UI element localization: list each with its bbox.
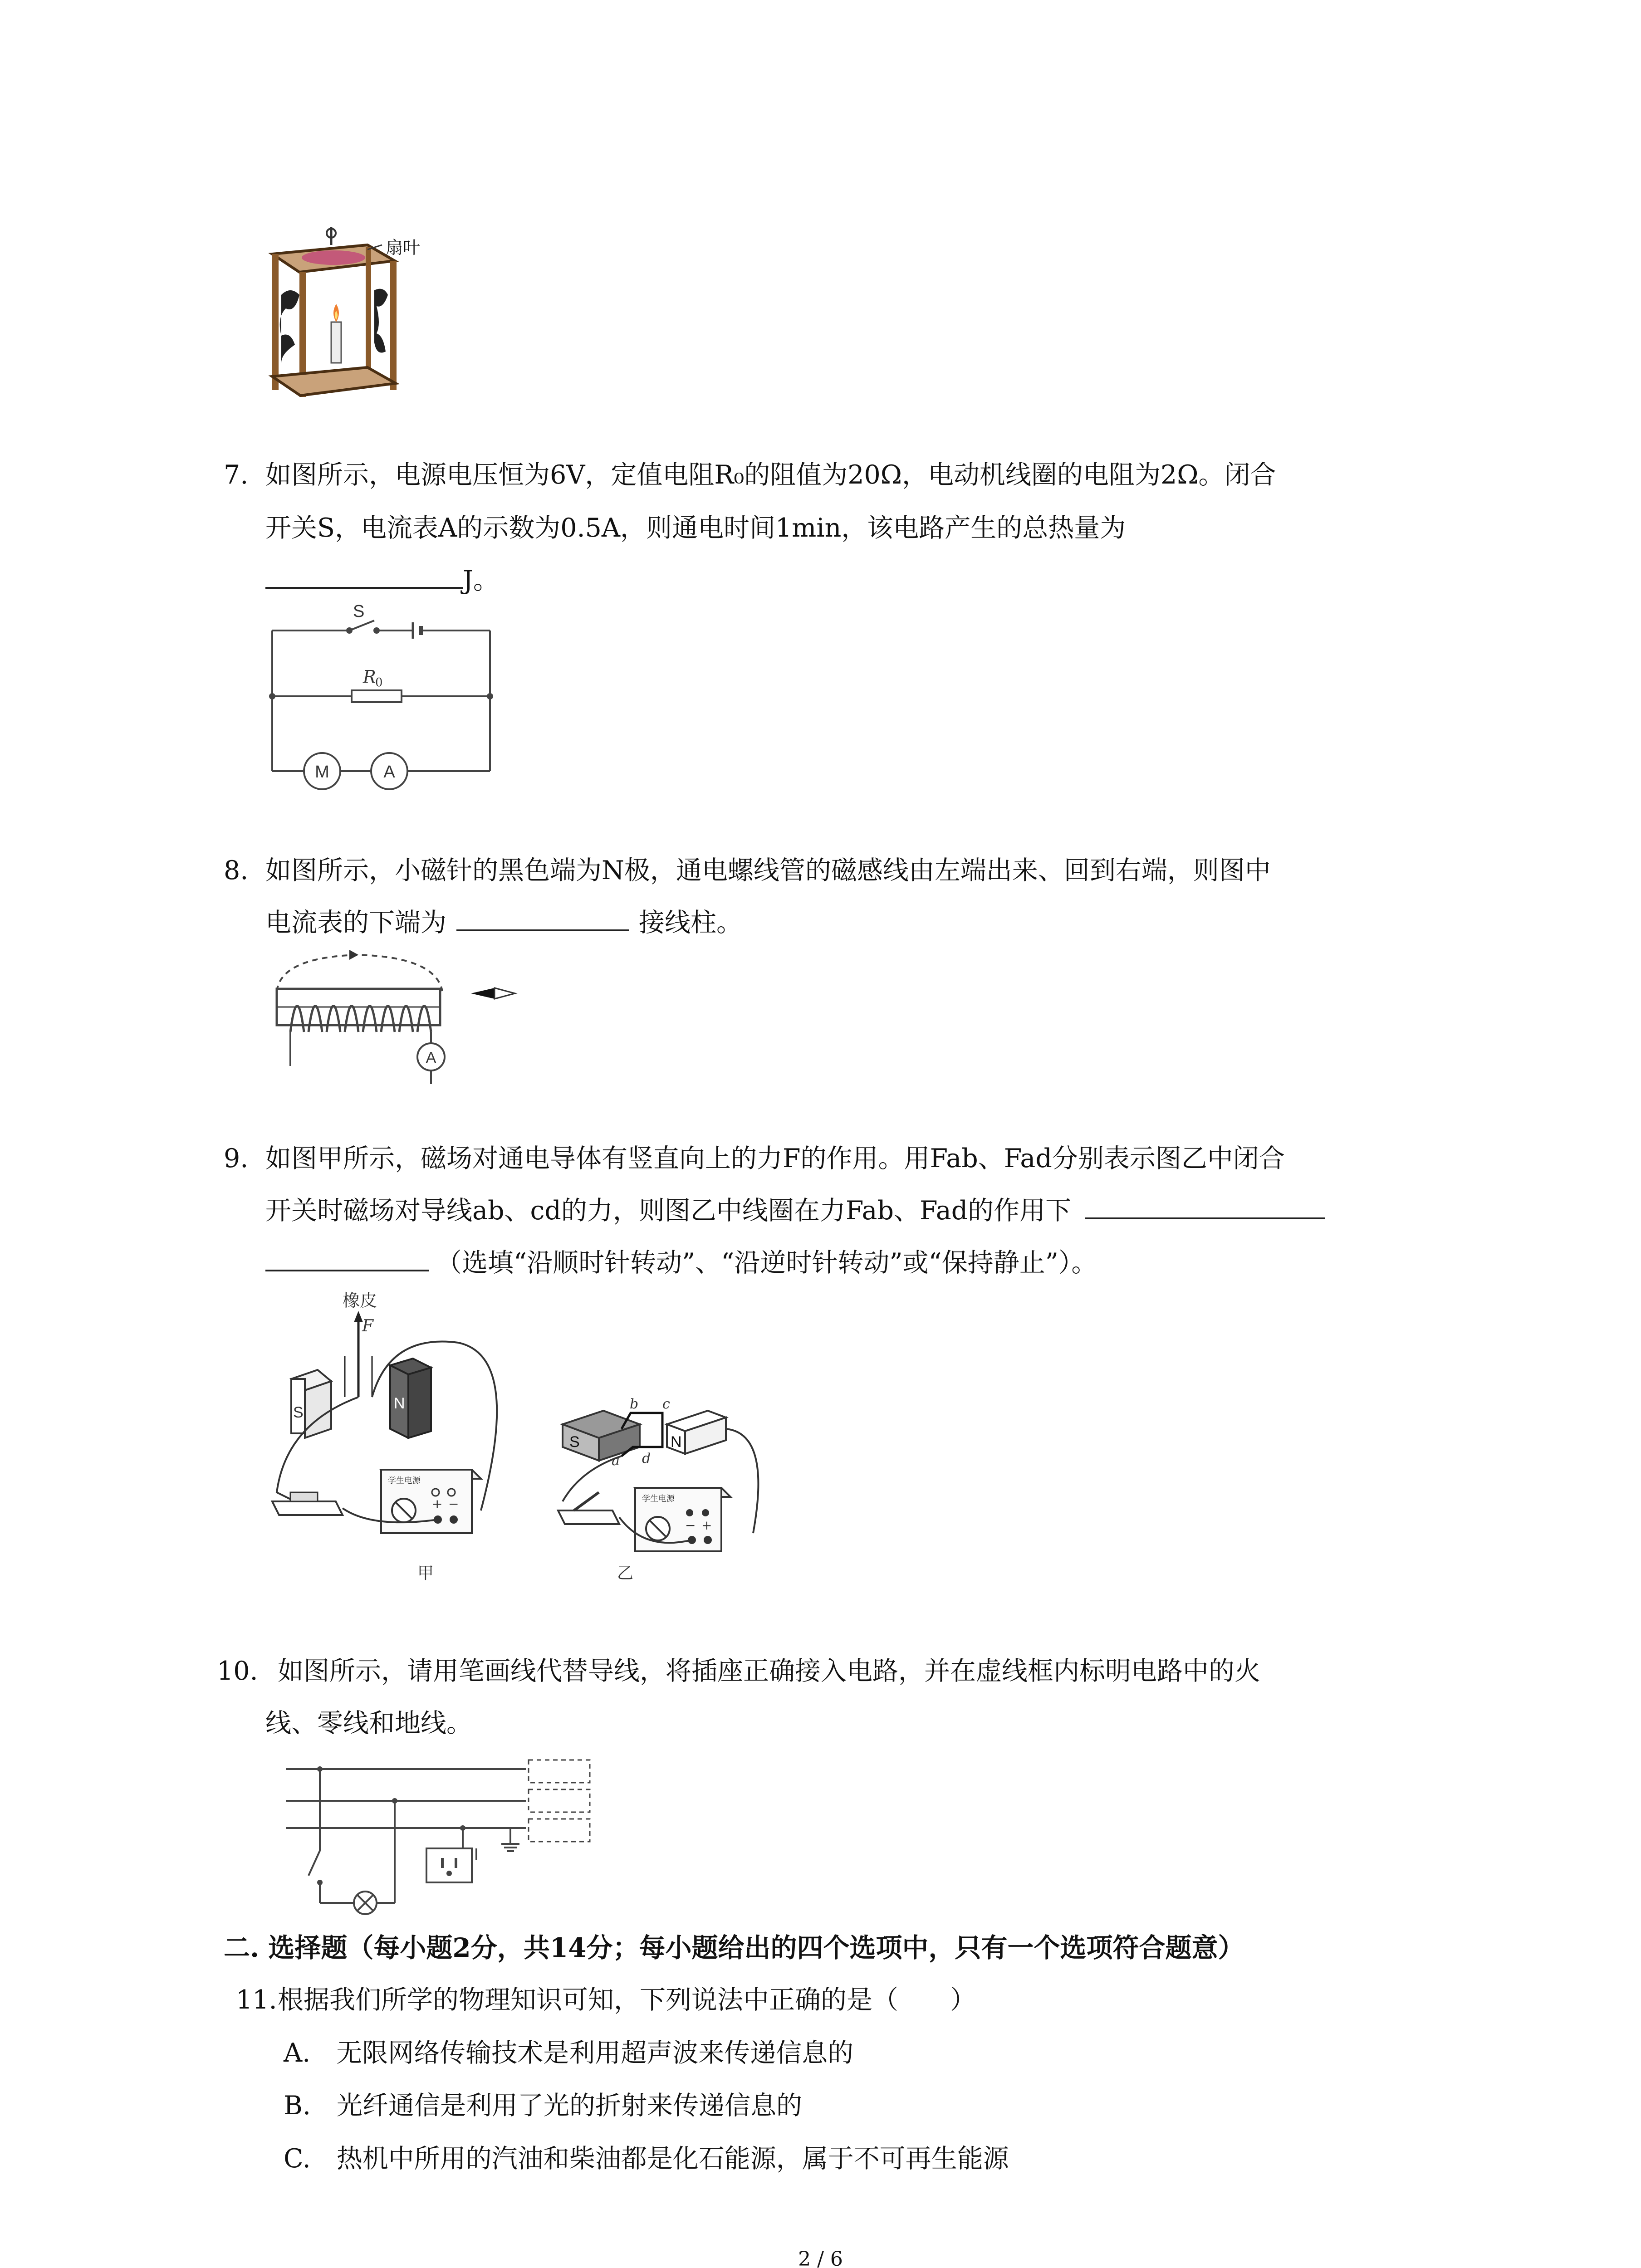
q9-left-s-label: S <box>293 1404 304 1421</box>
q9-psu-plus-left: + <box>432 1496 443 1511</box>
q11-option-c[interactable]: C. 热机中所用的汽油和柴油都是化石能源，属于不可再生能源 <box>284 2144 1009 2174</box>
q10-circuit-figure <box>281 1751 599 1923</box>
q9-line2-text: 开关时磁场对导线ab、cd的力，则图乙中线圈在力Fab、Fad的作用下 <box>265 1196 1072 1226</box>
q9-line3-text: （选填“沿顺时针转动”、“沿逆时针转动”或“保持静止”）。 <box>436 1248 1097 1278</box>
q9-right-s-label: S <box>569 1433 580 1451</box>
q7-line1: 如图所示，电源电压恒为6V，定值电阻R₀的阻值为20Ω，电动机线圈的电阻为2Ω。闭合 <box>265 460 1276 490</box>
q9-line3 <box>265 1236 1097 1290</box>
q7-circuit-figure <box>268 599 504 780</box>
q8-line2 <box>265 896 742 949</box>
q9-a-label: a <box>612 1453 620 1469</box>
q7-line2: 开关S，电流表A的示数为0.5A，则通电时间1min，该电路产生的总热量为 <box>265 513 1126 543</box>
q7-answer-blank[interactable] <box>265 582 463 589</box>
page-number: 2 / 6 <box>798 2248 843 2268</box>
q9-psu-plus-right: + <box>701 1518 712 1533</box>
q9-line1: 如图甲所示，磁场对通电导体有竖直向上的力F的作用。用Fab、Fad分别表示图乙中闭合 <box>265 1144 1285 1173</box>
q11-stem: 根据我们所学的物理知识可知，下列说法中正确的是（ ） <box>278 1985 976 2015</box>
q11-option-b[interactable]: B. 光纤通信是利用了光的折射来传递信息的 <box>284 2091 803 2121</box>
q8-number: 8. <box>224 855 249 885</box>
q9-psu-minus-right: − <box>685 1518 696 1533</box>
q9-answer-blank-b[interactable] <box>265 1265 429 1271</box>
q9-figure-yi <box>554 1397 789 1592</box>
q8-line1: 如图所示，小磁针的黑色端为N极，通电螺线管的磁感线由左端出来、回到右端，则图中 <box>265 855 1271 885</box>
q9-d-label: d <box>642 1451 651 1466</box>
q11-option-a[interactable]: A. 无限网络传输技术是利用超声波来传递信息的 <box>284 2038 854 2068</box>
q9-left-n-label: N <box>394 1395 405 1412</box>
q7-switch-label: S <box>353 602 365 621</box>
q10-line1: 如图所示，请用笔画线代替导线，将插座正确接入电路，并在虚线框内标明电路中的火 <box>278 1656 1260 1686</box>
q9-psu-minus-left: − <box>448 1496 459 1511</box>
q7-r0-label: R <box>363 667 376 687</box>
q8-compass-needle <box>471 988 515 999</box>
q9-line2 <box>265 1184 1325 1237</box>
q10-box-middle[interactable] <box>529 1789 590 1812</box>
q8-line2-prefix: 电流表的下端为 <box>265 908 446 938</box>
q10-box-bottom[interactable] <box>529 1819 590 1842</box>
q7-unit: J。 <box>463 565 499 595</box>
q10-number: 10. <box>217 1656 258 1686</box>
q10-box-top[interactable] <box>529 1760 590 1783</box>
q7-r0-subscript: 0 <box>375 676 383 689</box>
q9-number: 9. <box>224 1144 249 1173</box>
q9-psu-label-left: 学生电源 <box>388 1476 421 1486</box>
q9-figure-jia <box>268 1290 522 1592</box>
q9-answer-blank-a[interactable] <box>1085 1213 1325 1219</box>
q9-psu-label-right: 学生电源 <box>642 1494 675 1504</box>
q9-rubber-label: 橡皮 <box>343 1290 377 1310</box>
q9-caption-jia: 甲 <box>417 1564 434 1583</box>
q9-right-n-label: N <box>671 1433 682 1451</box>
q11-number: 11. <box>236 1985 277 2015</box>
q9-caption-yi: 乙 <box>617 1564 634 1583</box>
q9-b-label: b <box>630 1396 639 1412</box>
q7-ammeter-label: A <box>383 763 395 782</box>
q8-ammeter-label: A <box>426 1049 436 1066</box>
q8-line2-suffix: 接线柱。 <box>639 908 742 938</box>
q10-line2: 线、零线和地线。 <box>265 1708 472 1738</box>
q9-force-label: F <box>362 1317 373 1335</box>
section-heading: 二. 选择题（每小题2分，共14分；每小题给出的四个选项中，只有一个选项符合题意） <box>224 1932 1244 1963</box>
q7-number: 7. <box>224 460 249 490</box>
q8-answer-blank[interactable] <box>456 925 629 931</box>
lantern-label: 扇叶 <box>386 238 421 258</box>
q8-solenoid-figure <box>268 948 558 1084</box>
q7-motor-label: M <box>315 763 329 782</box>
q9-c-label: c <box>662 1396 670 1412</box>
